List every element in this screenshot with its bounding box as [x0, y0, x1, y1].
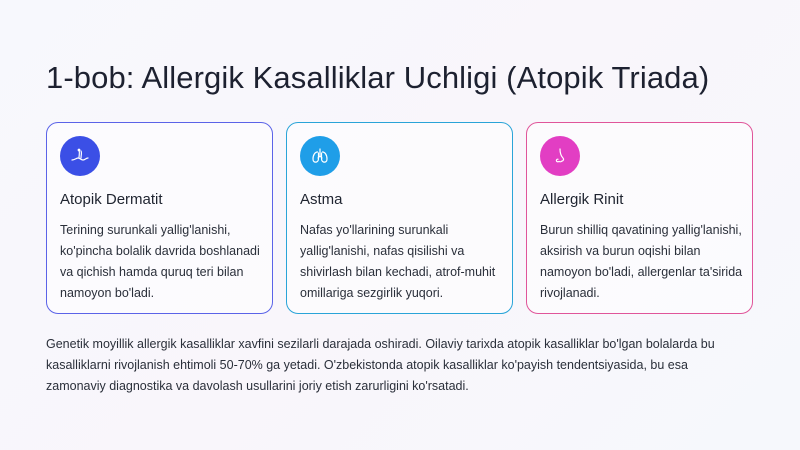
card-title: Astma — [300, 191, 343, 208]
card-description: Terining surunkali yallig'lanishi, ko'pincha bolalik davrida boshlanadi va qichish hamda quruq teri bilan namoyon bo'ladi. — [60, 223, 260, 300]
card-atopic-dermatitis — [46, 122, 273, 314]
summary-paragraph: Genetik moyillik allergik kasalliklar xavfini sezilarli darajada oshiradi. Oilaviy tarixda atopik kasalliklar bo'lgan bolalarda bu kasalliklarni rivojlanish ehtimoli 50-70% ga yetadi. O'zbekistonda atopik kasalliklar ko'payish tendentsiyasida, bu esa zamonaviy diagnostika va davolash usullarini joriy etish zarurligini ko'rsatadi. — [46, 337, 715, 393]
skin-icon — [60, 136, 100, 176]
page-title: 1-bob: Allergik Kasalliklar Uchligi (Atopik Triada) — [46, 60, 710, 95]
card-title: Atopik Dermatit — [60, 191, 163, 208]
card-title: Allergik Rinit — [540, 191, 624, 208]
lungs-icon — [300, 136, 340, 176]
card-asthma — [286, 122, 513, 314]
card-allergic-rhinitis — [526, 122, 753, 314]
nose-icon — [540, 136, 580, 176]
card-description: Nafas yo'llarining surunkali yallig'lanishi, nafas qisilishi va shivirlash bilan kechadi, atrof-muhit omillariga sezgirlik yuqori. — [300, 223, 496, 300]
card-description: Burun shilliq qavatining yallig'lanishi, aksirish va burun oqishi bilan namoyon bo'ladi, allergenlar ta'sirida rivojlanadi. — [540, 223, 743, 300]
